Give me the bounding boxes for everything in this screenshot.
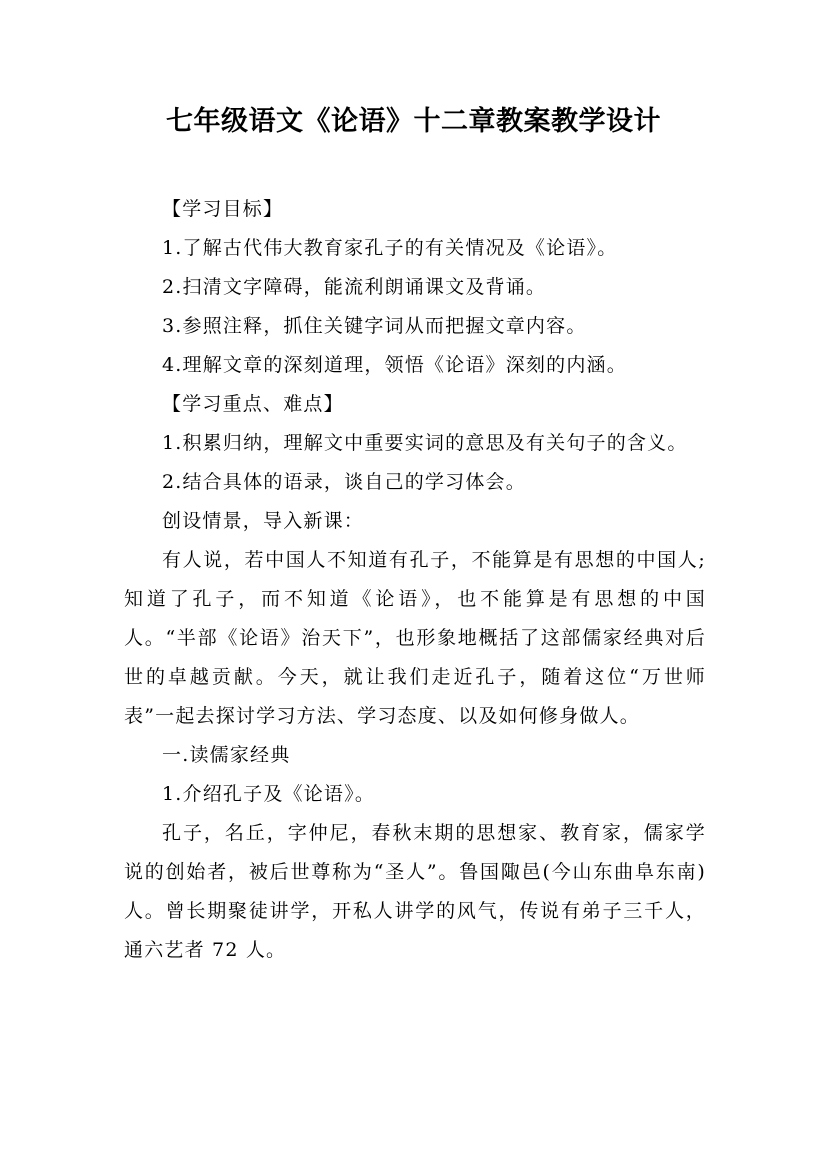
section-heading-classics: 一.读儒家经典 (162, 744, 291, 766)
key-point-item-2: 2.结合具体的语录，谈自己的学习体会。 (162, 471, 526, 493)
goal-item-1: 1.了解古代伟大教育家孔子的有关情况及《论语》。 (162, 237, 618, 259)
section-heading-key-points: 【学习重点、难点】 (162, 393, 344, 415)
goal-item-2: 2.扫清文字障碍，能流利朗诵课文及背诵。 (162, 276, 547, 298)
intro-paragraph: 有人说，若中国人不知道有孔子，不能算是有思想的中国人;知道了孔子，而不知道《论语》，也不能算是有思想的中国人。“半部《论语》治天下”，也形象地概括了这部儒家经典对后世的卓越贡献。今天，就让我们走近孔子，随着这位“万世师表”一起去探讨学习方法、学习态度、以及如何修身做人。 (124, 549, 706, 727)
document-title: 七年级语文《论语》十二章教案教学设计 (166, 106, 661, 137)
intro-heading: 创设情景，导入新课： (162, 510, 365, 532)
goal-item-3: 3.参照注释，抓住关键字词从而把握文章内容。 (162, 315, 587, 337)
document-body (124, 190, 706, 970)
confucius-paragraph: 孔子，名丘，字仲尼，春秋末期的思想家、教育家，儒家学说的创始者，被后世尊称为“圣人”。鲁国陬邑(今山东曲阜东南)人。曾长期聚徒讲学，开私人讲学的风气，传说有弟子三千人，通六艺者 72 人。 (124, 822, 706, 961)
key-point-item-1: 1.积累归纳，理解文中重要实词的意思及有关句子的含义。 (162, 432, 688, 454)
subsection-heading-confucius: 1.介绍孔子及《论语》。 (162, 783, 376, 805)
goal-item-4: 4.理解文章的深刻道理，领悟《论语》深刻的内涵。 (162, 354, 627, 376)
section-heading-goals: 【学习目标】 (162, 198, 284, 220)
